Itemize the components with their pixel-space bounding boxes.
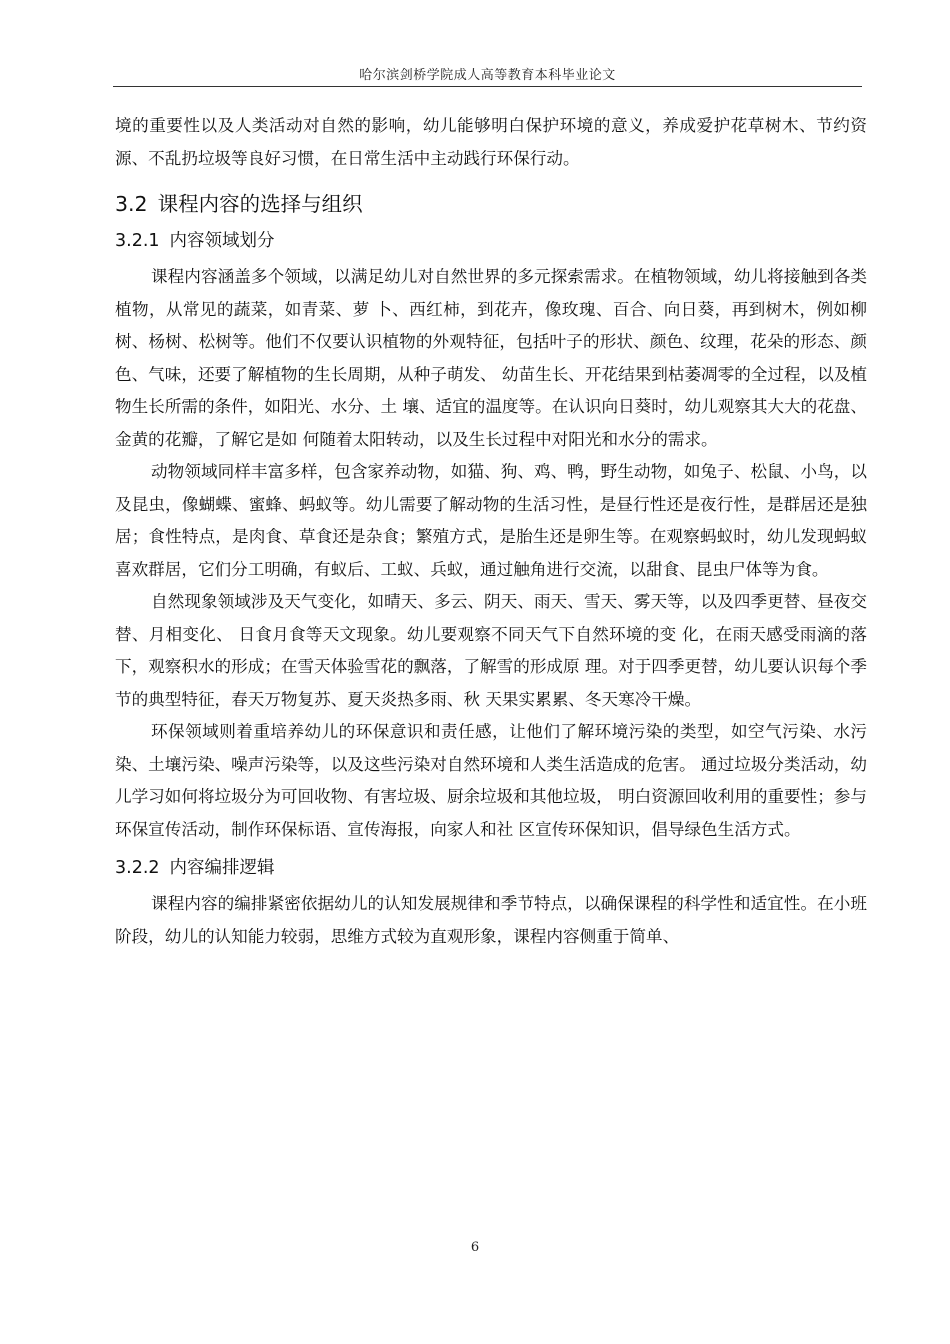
subsection-heading-3-2-1 — [115, 227, 867, 255]
paragraph-animals: 动物领域同样丰富多样，包含家养动物，如猫、狗、鸡、鸭，野生动物，如兔子、松鼠、小鸟，以及昆虫，像蝴蝶、蜜蜂、蚂蚁等。幼儿需要了解动物的生活习性，是昼行性还是夜行性，是群居还是独居；食性特点，是肉食、草食还是杂食；繁殖方式，是胎生还是卵生等。在观察蚂蚁时，幼儿发现蚂蚁喜欢群居，它们分工明确，有蚁后、工蚁、兵蚁，通过触角进行交流，以甜食、昆虫尸体等为食。 — [115, 462, 867, 579]
subsection-number: 3.2.2 — [115, 858, 160, 878]
header-rule — [113, 86, 862, 87]
section-heading-3-2 — [115, 189, 867, 219]
page-number: 6 — [470, 1240, 480, 1255]
running-header: 哈尔滨剑桥学院成人高等教育本科毕业论文 — [359, 68, 616, 83]
paragraph-natural-phenomena: 自然现象领域涉及天气变化，如晴天、多云、阴天、雨天、雪天、雾天等，以及四季更替、昼夜交替、月相变化、 日食月食等天文现象。幼儿要观察不同天气下自然环境的变 化，在雨天感受雨滴的落下，观察积水的形成；在雪天体验雪花的飘落，了解雪的形成原 理。对于四季更替，幼儿要认识每个季节的典型特征，春天万物复苏、夏天炎热多雨、秋 天果实累累、冬天寒冷干燥。 — [115, 592, 867, 709]
subsection-heading-3-2-2 — [115, 854, 867, 882]
section-title: 课程内容的选择与组织 — [157, 192, 363, 216]
section-number: 3.2 — [115, 192, 148, 216]
subsection-title: 内容编排逻辑 — [169, 858, 275, 878]
intro-paragraph: 境的重要性以及人类活动对自然的影响，幼儿能够明白保护环境的意义，养成爱护花草树木、节约资源、不乱扔垃圾等良好习惯，在日常生活中主动践行环保行动。 — [115, 116, 867, 168]
paragraph-environment: 环保领域则着重培养幼儿的环保意识和责任感，让他们了解环境污染的类型，如空气污染、水污染、土壤污染、噪声污染等，以及这些污染对自然环境和人类生活造成的危害。 通过垃圾分类活动，幼儿学习如何将垃圾分为可回收物、有害垃圾、厨余垃圾和其他垃圾， 明白资源回收利用的重要性；参与环保宣传活动，制作环保标语、宣传海报，向家人和社 区宣传环保知识，倡导绿色生活方式。 — [115, 722, 867, 839]
subsection-title: 内容领域划分 — [169, 231, 275, 251]
paragraph-plants: 课程内容涵盖多个领域，以满足幼儿对自然世界的多元探索需求。在植物领域，幼儿将接触到各类植物，从常见的蔬菜，如青菜、萝 卜、西红柿，到花卉，像玫瑰、百合、向日葵，再到树木，例如柳树、杨树、松树等。他们不仅要认识植物的外观特征，包括叶子的形状、颜色、纹理，花朵的形态、颜色、气味，还要了解植物的生长周期，从种子萌发、 幼苗生长、开花结果到枯萎凋零的全过程，以及植物生长所需的条件，如阳光、水分、土 壤、适宜的温度等。在认识向日葵时，幼儿观察其大大的花盘、金黄的花瓣，了解它是如 何随着太阳转动，以及生长过程中对阳光和水分的需求。 — [115, 267, 867, 449]
paragraph-arrangement-logic: 课程内容的编排紧密依据幼儿的认知发展规律和季节特点，以确保课程的科学性和适宜性。在小班阶段，幼儿的认知能力较弱，思维方式较为直观形象，课程内容侧重于简单、 — [115, 894, 867, 946]
page-body — [115, 110, 867, 953]
subsection-number: 3.2.1 — [115, 231, 160, 251]
